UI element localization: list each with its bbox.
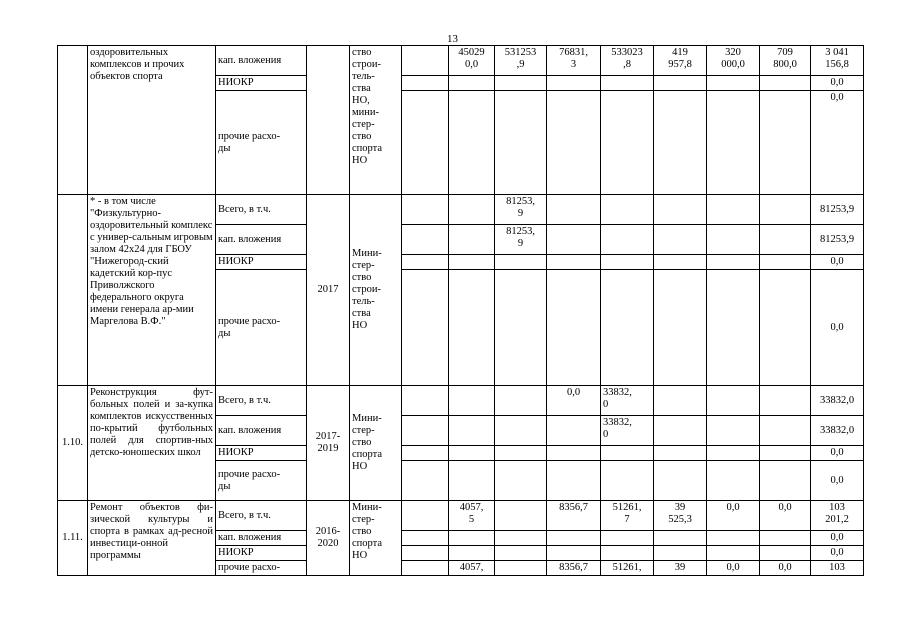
value-cell xyxy=(654,255,707,270)
budget-table xyxy=(57,45,864,576)
total-cell: 103 xyxy=(811,561,864,576)
expense-type: прочие расхо- ды xyxy=(216,91,307,195)
value-cell xyxy=(495,255,547,270)
value-cell xyxy=(760,546,811,561)
total-cell: 0,0 xyxy=(811,255,864,270)
item-name: Реконструкция фут-больных полей и за-купка комплектов искусственных по-крытий футбольных полей для спортив-ных детско-юношеских школ xyxy=(88,386,216,501)
page-number: 13 xyxy=(447,33,458,45)
total-cell: 0,0 xyxy=(811,446,864,461)
row-number xyxy=(58,46,88,195)
value-cell xyxy=(449,531,495,546)
value-cell xyxy=(547,76,601,91)
value-cell: 0,0 xyxy=(547,386,601,416)
value-cell xyxy=(547,225,601,255)
expense-type: Всего, в т.ч. xyxy=(216,195,307,225)
value-cell xyxy=(654,195,707,225)
value-cell xyxy=(547,461,601,501)
value-cell: 39 525,3 xyxy=(654,501,707,531)
value-cell xyxy=(601,531,654,546)
total-cell: 103 201,2 xyxy=(811,501,864,531)
row-number: 1.10. xyxy=(58,386,88,501)
expense-type: НИОКР xyxy=(216,546,307,561)
value-cell xyxy=(402,195,449,225)
value-cell: 45029 0,0 xyxy=(449,46,495,76)
value-cell: 33832, 0 xyxy=(601,416,654,446)
value-cell xyxy=(601,270,654,386)
value-cell xyxy=(707,546,760,561)
value-cell xyxy=(495,270,547,386)
table-row xyxy=(58,195,864,225)
value-cell xyxy=(402,91,449,195)
value-cell xyxy=(601,76,654,91)
value-cell xyxy=(547,91,601,195)
value-cell xyxy=(402,270,449,386)
value-cell xyxy=(402,461,449,501)
table-row xyxy=(58,46,864,76)
value-cell xyxy=(654,416,707,446)
value-cell xyxy=(449,76,495,91)
expense-type: НИОКР xyxy=(216,255,307,270)
total-cell: 81253,9 xyxy=(811,225,864,255)
expense-type: прочие расхо- ды xyxy=(216,461,307,501)
value-cell xyxy=(760,91,811,195)
value-cell xyxy=(707,386,760,416)
total-cell: 3 041 156,8 xyxy=(811,46,864,76)
value-cell xyxy=(760,386,811,416)
value-cell xyxy=(402,76,449,91)
total-cell: 0,0 xyxy=(811,270,864,386)
expense-type: прочие расхо- ды xyxy=(216,270,307,386)
total-cell: 0,0 xyxy=(811,546,864,561)
total-cell: 81253,9 xyxy=(811,195,864,225)
value-cell xyxy=(760,461,811,501)
total-cell: 33832,0 xyxy=(811,386,864,416)
value-cell: 51261, xyxy=(601,561,654,576)
total-cell: 0,0 xyxy=(811,531,864,546)
value-cell xyxy=(449,91,495,195)
value-cell xyxy=(707,446,760,461)
value-cell xyxy=(760,195,811,225)
value-cell xyxy=(760,76,811,91)
years: 2017- 2019 xyxy=(307,386,350,501)
value-cell: 320 000,0 xyxy=(707,46,760,76)
item-name: оздоровительных комплексов и прочих объектов спорта xyxy=(88,46,216,195)
value-cell xyxy=(707,461,760,501)
table-row xyxy=(58,386,864,416)
value-cell xyxy=(654,546,707,561)
value-cell: 4057, 5 xyxy=(449,501,495,531)
value-cell xyxy=(449,461,495,501)
value-cell xyxy=(402,416,449,446)
value-cell xyxy=(547,195,601,225)
years: 2016- 2020 xyxy=(307,501,350,576)
value-cell xyxy=(547,255,601,270)
expense-type: кап. вложения xyxy=(216,416,307,446)
executor: Мини- стер- ство спорта НО xyxy=(350,386,402,501)
total-cell: 0,0 xyxy=(811,461,864,501)
executor: Мини- стер- ство спорта НО xyxy=(350,501,402,576)
value-cell xyxy=(495,501,547,531)
value-cell xyxy=(601,461,654,501)
table-row xyxy=(58,501,864,531)
total-cell: 0,0 xyxy=(811,91,864,195)
value-cell: 81253, 9 xyxy=(495,225,547,255)
value-cell xyxy=(449,270,495,386)
expense-type: Всего, в т.ч. xyxy=(216,501,307,531)
value-cell xyxy=(654,91,707,195)
value-cell xyxy=(495,416,547,446)
value-cell xyxy=(654,225,707,255)
value-cell xyxy=(707,270,760,386)
value-cell: 709 800,0 xyxy=(760,46,811,76)
value-cell xyxy=(547,531,601,546)
item-name: Ремонт объектов фи-зической культуры и спорта в рамках ад-ресной инвестици-онной программы xyxy=(88,501,216,576)
value-cell xyxy=(547,446,601,461)
value-cell: 33832, 0 xyxy=(601,386,654,416)
value-cell xyxy=(654,446,707,461)
value-cell xyxy=(707,255,760,270)
value-cell xyxy=(495,561,547,576)
value-cell xyxy=(449,195,495,225)
value-cell xyxy=(760,416,811,446)
value-cell xyxy=(707,416,760,446)
value-cell xyxy=(495,546,547,561)
value-cell xyxy=(495,531,547,546)
item-name: * - в том числе "Физкультурно-оздоровительный комплекс с универ-сальным игровым залом 42х24 для ГБОУ "Нижегород-ский кадетский кор-пус Приволжского федерального округа имени генерала ар-мии Маргелова В.Ф." xyxy=(88,195,216,386)
value-cell: 81253, 9 xyxy=(495,195,547,225)
years xyxy=(307,46,350,195)
value-cell xyxy=(547,546,601,561)
value-cell: 51261, 7 xyxy=(601,501,654,531)
value-cell xyxy=(449,386,495,416)
value-cell xyxy=(547,416,601,446)
value-cell xyxy=(495,386,547,416)
expense-type: НИОКР xyxy=(216,446,307,461)
value-cell: 0,0 xyxy=(760,561,811,576)
value-cell: 0,0 xyxy=(760,501,811,531)
value-cell xyxy=(495,446,547,461)
value-cell xyxy=(402,446,449,461)
value-cell xyxy=(449,416,495,446)
value-cell: 419 957,8 xyxy=(654,46,707,76)
value-cell: 76831, 3 xyxy=(547,46,601,76)
value-cell xyxy=(601,255,654,270)
value-cell xyxy=(707,91,760,195)
value-cell xyxy=(402,46,449,76)
total-cell: 33832,0 xyxy=(811,416,864,446)
value-cell xyxy=(654,76,707,91)
value-cell xyxy=(654,386,707,416)
value-cell xyxy=(495,76,547,91)
value-cell xyxy=(760,225,811,255)
value-cell xyxy=(402,561,449,576)
value-cell xyxy=(402,501,449,531)
expense-type: кап. вложения xyxy=(216,46,307,76)
expense-type: НИОКР xyxy=(216,76,307,91)
value-cell xyxy=(760,255,811,270)
value-cell xyxy=(402,255,449,270)
value-cell xyxy=(402,225,449,255)
years: 2017 xyxy=(307,195,350,386)
value-cell xyxy=(707,195,760,225)
value-cell xyxy=(760,270,811,386)
value-cell xyxy=(654,531,707,546)
value-cell xyxy=(495,91,547,195)
expense-type: Всего, в т.ч. xyxy=(216,386,307,416)
expense-type: кап. вложения xyxy=(216,531,307,546)
value-cell xyxy=(449,446,495,461)
value-cell: 0,0 xyxy=(707,561,760,576)
value-cell xyxy=(547,270,601,386)
row-number xyxy=(58,195,88,386)
value-cell: 4057, xyxy=(449,561,495,576)
value-cell xyxy=(402,531,449,546)
value-cell xyxy=(495,461,547,501)
value-cell xyxy=(760,531,811,546)
value-cell: 533023 ,8 xyxy=(601,46,654,76)
value-cell xyxy=(449,225,495,255)
expense-type: прочие расхо- xyxy=(216,561,307,576)
total-cell: 0,0 xyxy=(811,76,864,91)
executor: Мини- стер- ство строи- тель- ства НО xyxy=(350,195,402,386)
value-cell: 8356,7 xyxy=(547,501,601,531)
value-cell xyxy=(601,195,654,225)
value-cell xyxy=(601,446,654,461)
value-cell xyxy=(601,546,654,561)
value-cell: 0,0 xyxy=(707,501,760,531)
value-cell: 8356,7 xyxy=(547,561,601,576)
row-number: 1.11. xyxy=(58,501,88,576)
executor: ство строи- тель- ства НО, мини- стер- ство спорта НО xyxy=(350,46,402,195)
value-cell xyxy=(707,76,760,91)
value-cell xyxy=(654,270,707,386)
value-cell: 531253 ,9 xyxy=(495,46,547,76)
expense-type: кап. вложения xyxy=(216,225,307,255)
value-cell xyxy=(601,225,654,255)
value-cell xyxy=(601,91,654,195)
value-cell xyxy=(402,386,449,416)
value-cell xyxy=(449,546,495,561)
value-cell xyxy=(402,546,449,561)
value-cell xyxy=(760,446,811,461)
value-cell: 39 xyxy=(654,561,707,576)
value-cell xyxy=(707,531,760,546)
value-cell xyxy=(654,461,707,501)
value-cell xyxy=(707,225,760,255)
value-cell xyxy=(449,255,495,270)
